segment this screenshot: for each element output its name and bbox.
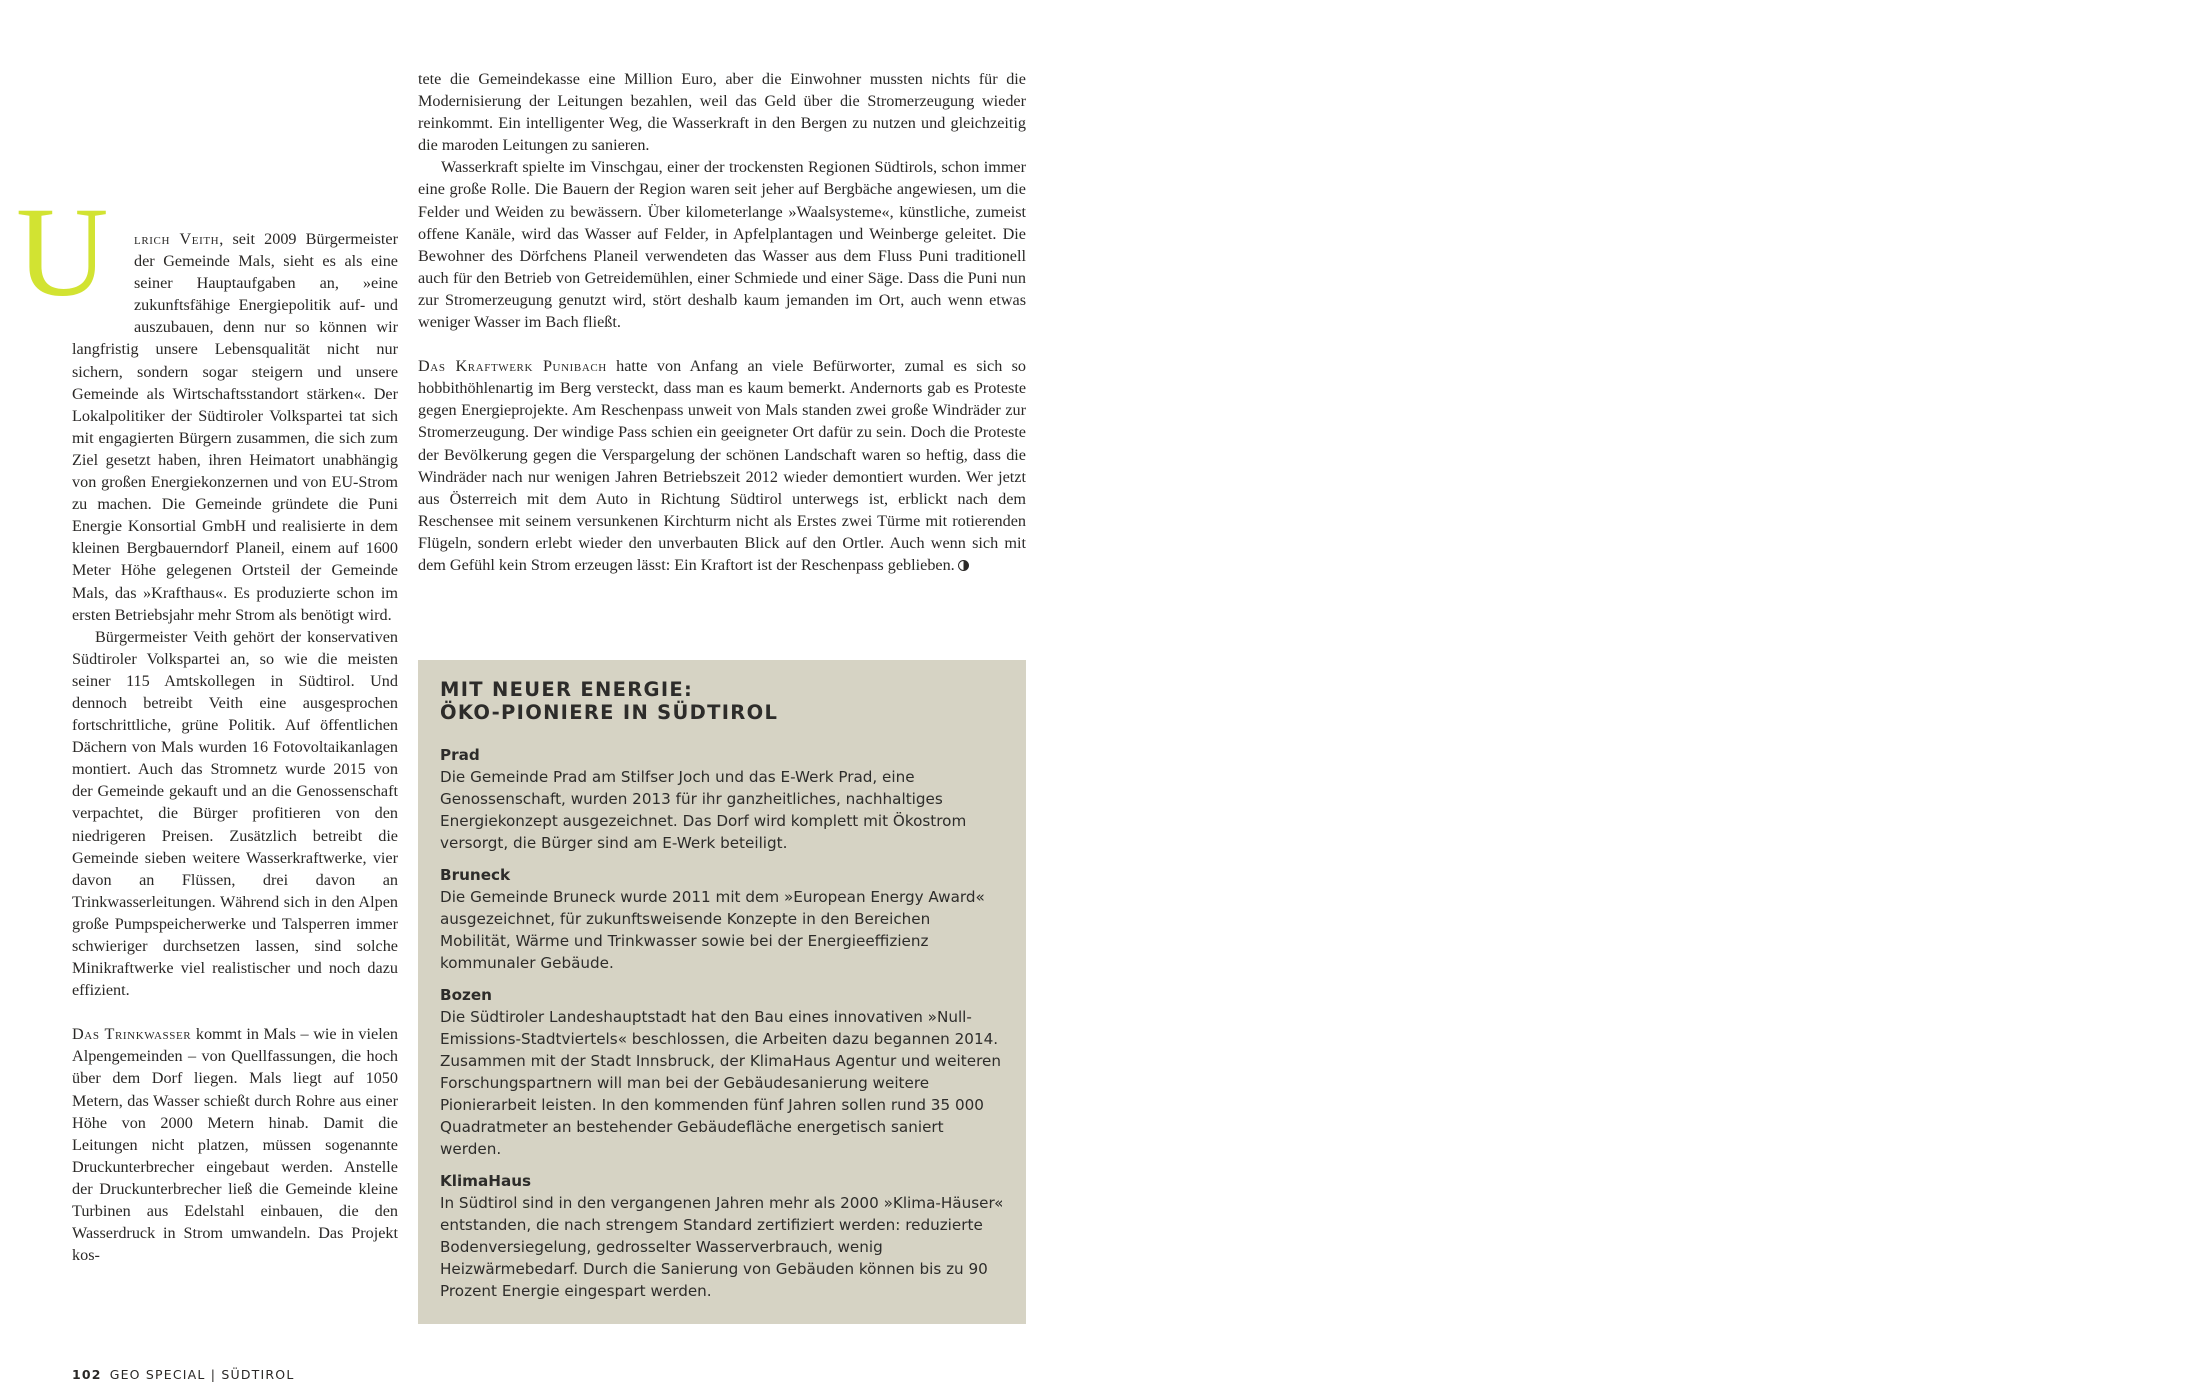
intro-lead: lrich Veith [134, 230, 220, 248]
article-column-middle [418, 68, 1026, 576]
info-box-title: MIT NEUER ENERGIE: ÖKO-PIONIERE IN SÜDTIROL [440, 678, 779, 724]
drop-cap: U [16, 181, 109, 323]
paragraph-wasserkraft: Wasserkraft spielte im Vinschgau, einer der trockensten Regionen Südtirols, schon immer eine große Rolle. Die Bauern der Region waren seit jeher auf Bergbäche angewiesen, um die Felder und Weiden zu bewässern. Über kilometerlange »Waalsysteme«, künstliche, zumeist offene Kanäle, wird das Wasser auf Felder, in Apfelplantagen und Weinberge geleitet. Die Bewohner des Dörfchens Planeil verwendeten das Wasser aus dem Fluss Puni traditionell auch für den Betrieb von Getreidemühlen, einer Schmiede und einer Säge. Dass die Puni nun zur Stromerzeugung genutzt wird, stört deshalb kaum jemanden im Ort, auch wenn etwas weniger Wasser im Bach fließt. [418, 158, 1026, 332]
kraftwerk-lead: Das Kraftwerk Punibach [418, 357, 607, 376]
info-entry-bozen [440, 984, 1004, 1160]
entry-heading: Prad [440, 746, 480, 764]
entry-text: Die Gemeinde Bruneck wurde 2011 mit dem »European Energy Award« ausgezeichnet, für zukunftsweisende Konzepte in den Bereichen Mobilität, Wärme und Trinkwasser sowie bei der Energieeffizienz kommunaler Gebäude. [440, 888, 985, 972]
trinkwasser-lead: Das Trinkwasser [72, 1025, 192, 1044]
paragraph-kraftwerk [418, 355, 1026, 576]
page-number: 102 [72, 1367, 102, 1382]
trinkwasser-text: kommt in Mals – wie in vielen Alpengemeinden – von Quellfassungen, die hoch über dem Dorf liegen. Mals liegt auf 1050 Metern, das Wasser schießt durch Rohre aus einer Höhe von 2000 Metern hinab. Damit die Leitungen nicht platzen, müssen sogenannte Druckunterbrecher eingebaut werden. Anstelle der Druckunterbrecher ließ die Gemeinde kleine Turbinen aus Edelstahl einbauen, die den Wasserdruck in Strom umwandeln. Das Projekt kos- [72, 1025, 398, 1265]
intro-text: , seit 2009 Bürgermeister der Gemeinde Mals, sieht es als eine seiner Hauptaufgaben an, »eine zukunftsfähige Energiepolitik auf- und auszubauen, denn nur so können wir langfristig unsere Lebensqualität nicht nur sichern, sondern sogar steigern und unsere Gemeinde als Wirtschaftsstandort stärken«. Der Lokalpolitiker der Südtiroler Volkspartei tat sich mit engagierten Bürgern zusammen, die sich zum Ziel gesetzt haben, ihren Heimatort unabhängig von großen Energiekonzernen und von EU-Strom zu machen. Die Gemeinde gründete die Puni Energie Konsortial GmbH und realisierte in dem kleinen Bergbauerndorf Planeil, einem auf 1600 Meter Höhe gelegenen Ortsteil der Gemeinde Mals, das »Krafthaus«. Es produzierte schon im ersten Betriebsjahr mehr Strom als benötigt wird. [72, 230, 398, 624]
info-entry-bruneck [440, 864, 1004, 974]
entry-heading: Bozen [440, 986, 492, 1004]
publication-name: GEO SPECIAL | SÜDTIROL [109, 1367, 295, 1382]
drop-cap-spacer [72, 228, 134, 331]
info-box [418, 660, 1026, 1324]
info-entry-prad [440, 744, 1004, 854]
entry-heading: KlimaHaus [440, 1172, 532, 1190]
kraftwerk-text: hatte von Anfang an viele Befürworter, zumal es sich so hobbithöhlenartig im Berg versteckt, dass man es kaum bemerkt. Andernorts gab es Proteste gegen Energieprojekte. Am Reschenpass unweit von Mals standen zwei große Windräder zur Stromerzeugung. Der windige Pass schien ein geeigneter Ort dafür zu sein. Doch die Proteste der Bevölkerung gegen die Verspargelung der schönen Landschaft waren so heftig, dass die Windräder nach nur wenigen Jahren Betriebszeit 2012 wieder demontiert wurden. Wer jetzt aus Österreich mit dem Auto in Richtung Südtirol unterwegs ist, erblickt nach dem Reschensee mit seinem versunkenen Kirchturm nicht als Erstes zwei Türme mit rotierenden Flügeln, sondern erlebt wieder den unverbauten Blick auf den Ortler. Auch wenn sich mit dem Gefühl kein Strom erzeugen lässt: Ein Kraftort ist der Reschenpass geblieben. [418, 357, 1026, 574]
info-entry-klimahaus [440, 1170, 1004, 1302]
entry-text: In Südtirol sind in den vergangenen Jahren mehr als 2000 »Klima-Häuser« entstanden, die nach strengem Standard zertifiziert werden: reduzierte Bodenversiegelung, gedrosselter Wasserverbrauch, wenig Heizwärmebedarf. Durch die Sanierung von Gebäuden können bis zu 90 Prozent Energie eingespart werden. [440, 1194, 1004, 1300]
article-column-left [72, 228, 398, 1266]
paragraph-continuation: tete die Gemeindekasse eine Million Euro, aber die Einwohner mussten nichts für die Modernisierung der Leitungen bezahlen, weil das Geld über die Stromerzeugung wieder reinkommt. Ein intelligenter Weg, die Wasserkraft in den Bergen zu nutzen und gleichzeitig die maroden Leitungen zu sanieren. [418, 70, 1026, 155]
end-mark-icon [958, 560, 969, 571]
page-footer [72, 1367, 294, 1382]
paragraph-veith: Bürgermeister Veith gehört der konservativen Südtiroler Volkspartei an, so wie die meisten seiner 115 Amtskollegen in Südtirol. Und dennoch betreibt Veith eine ausgesprochen fortschrittliche, grüne Politik. Auf öffentlichen Dächern von Mals wurden 16 Fotovoltaikanlagen montiert. Auch das Stromnetz wurde 2015 von der Gemeinde gekauft und an die Genossenschaft verpachtet, die Bürger profitieren von den niedrigeren Preisen. Zusätzlich betreibt die Gemeinde sieben weitere Wasserkraftwerke, vier davon an Flüssen, drei davon an Trinkwasserleitungen. Während sich in den Alpen große Pumpspeicherwerke und Talsperren immer schwieriger durchsetzen lassen, sind solche Minikraftwerke viel realistischer und noch dazu effizient. [72, 627, 398, 1000]
entry-text: Die Gemeinde Prad am Stilfser Joch und das E-Werk Prad, eine Genossenschaft, wurden 2013 für ihr ganzheitliches, nachhaltiges Energiekonzept ausgezeichnet. Das Dorf wird komplett mit Ökostrom versorgt, die Bürger sind am E-Werk beteiligt. [440, 768, 967, 852]
entry-heading: Bruneck [440, 866, 511, 884]
entry-text: Die Südtiroler Landeshauptstadt hat den Bau eines innovativen »Null-Emissions-Stadtviertels« beschlossen, die Arbeiten dazu begannen 2014. Zusammen mit der Stadt Innsbruck, der KlimaHaus Agentur und weiteren Forschungspartnern will man bei der Gebäudesanierung weitere Pionierarbeit leisten. In den kommenden fünf Jahren sollen rund 35 000 Quadratmeter an bestehender Gebäudefläche energetisch saniert werden. [440, 1008, 1001, 1158]
paragraph-trinkwasser [72, 1023, 398, 1266]
